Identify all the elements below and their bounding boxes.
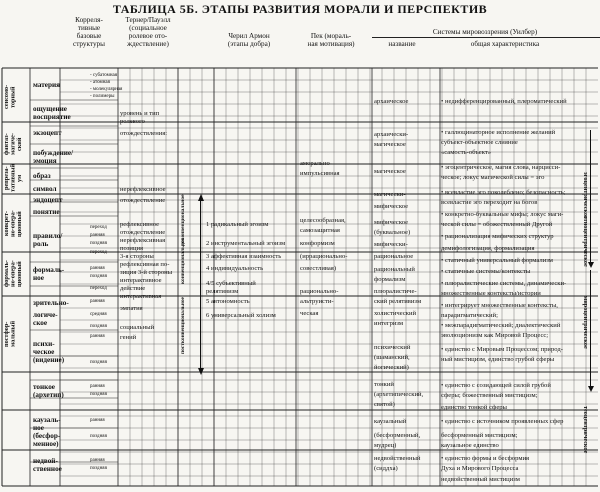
terner-3: нерефлексивное [120,186,166,193]
armon-level-1: конвенциональное [180,237,186,284]
peck-motivation-8: альтруисти- [300,298,334,305]
structure-11: роль [33,240,49,248]
centrism-label-2: мироцентрическое [582,296,589,349]
worldview-name-0: архаическое [374,98,409,105]
worldview-name-7: (буквальное) [374,229,411,236]
right-arrow-head-2 [588,386,594,392]
structure-12: формаль- [33,266,65,274]
worldview-name-6: мифическое [374,219,409,226]
worldview-name-25: недвойственный [374,455,421,462]
header-peck: Пек (мораль- ная мотивация) [307,32,355,48]
substage-15: поздняя [90,360,107,365]
structure-26: недвой- [33,457,58,465]
terner-2: отождествления: [120,130,168,137]
page-title: ТАБЛИЦА 5Б. ЭТАПЫ РАЗВИТИЯ МОРАЛИ И ПЕРСПЕКТИВ [112,2,488,16]
substage-16: ранняя [90,384,105,389]
substage-2: - молекулярная [90,87,123,92]
structure-27: ственное [33,465,62,473]
structure-16: ское [33,319,48,327]
terner-10: рефлексивная по- [120,261,170,268]
peck-motivation-1: импульсивная [300,170,340,177]
worldview-characteristic-3: «самость-объект» [441,149,491,156]
structure-7: символ [33,185,57,193]
armon-arrow-line [200,200,201,370]
worldview-name-3: магическое [374,168,406,175]
stage-group-2: репреза- тативный ум [3,164,24,192]
substage-20: ранняя [90,458,105,463]
substage-7: переход [90,250,107,255]
substage-13: поздняя [90,324,107,329]
worldview-characteristic-8: • конкретно-буквальные мифы; локус маги- [441,211,564,218]
right-arrow-line-2 [590,270,591,390]
worldview-characteristic-9: ческой силы = обожествленный Другой [441,221,553,228]
centrism-label-1: этноцентрическое [582,215,589,267]
substage-11: ранняя [90,299,105,304]
worldview-characteristic-29: Духа и Мирового Процесса [441,465,519,472]
terner-16: социальный [120,324,155,331]
worldview-name-23: (бесформенный, [374,432,421,439]
centrism-label-0: эгоцентрическое [582,171,589,219]
substage-17: поздняя [90,392,107,397]
worldview-characteristic-17: парадигматический; [441,312,498,319]
worldview-name-19: тонкий [374,381,394,388]
structure-13: ное [33,274,44,282]
substage-1: - атомная [90,80,110,85]
peck-motivation-9: ческая [300,310,319,317]
structure-10: правило/ [33,232,63,240]
worldview-characteristic-5: ческое; локус магической силы = эго [441,174,545,181]
worldview-name-9: рациональное [374,253,414,260]
worldview-characteristic-28: • единство формы и бесформия [441,455,530,462]
armon-level-2: постконвенциональное [180,297,186,355]
worldview-name-14: холистический [374,310,417,317]
header-terner: Тернер/Пауэлл (социальное ролевое ото- ждествление) [125,16,171,48]
terner-5: рефлексивное [120,221,160,228]
terner-7: нерефлексивная [120,237,166,244]
worldview-name-26: (сиддха) [374,465,398,472]
worldview-characteristic-18: • межпарадигматический; диалектический [441,322,561,329]
worldview-name-20: (архетипический, [374,391,424,398]
worldview-characteristic-15: множественные контексты/истории [441,290,541,297]
armon-stage-7: 6 универсальный холизм [206,312,276,319]
peck-motivation-0: аморально- [300,160,332,167]
substage-0: - субатомная [90,73,118,78]
terner-4: отождествление [120,197,166,204]
substage-3: - полимеры [90,94,115,99]
structure-14: зрительно- [33,299,69,307]
worldview-characteristic-4: • эгоцентрическое, магия слова, нарцисси- [441,164,561,171]
worldview-characteristic-19: эволюционизм как Мировой Процесс; [441,332,549,339]
armon-stage-3: 4 индивидуальность [206,265,264,272]
armon-stage-2: 3 аффективная взаимность [206,253,282,260]
structure-21: (архетип) [33,391,64,399]
right-arrow-line-1 [590,130,591,265]
structure-15: логиче- [33,311,58,319]
substage-6: поздняя [90,241,107,246]
substage-19: поздняя [90,434,107,439]
worldview-characteristic-30: недвойственный мистицизм [441,476,520,483]
terner-11: зиция 3-й стороны [120,269,173,276]
worldview-name-17: (шаманский, [374,354,410,361]
worldview-name-15: интегризм [374,320,404,327]
structure-5: эмоция [33,157,57,165]
worldview-name-22: каузальный [374,418,407,425]
terner-17: гений [120,334,137,341]
systems-divider [372,37,600,38]
substage-14: ранняя [90,334,105,339]
armon-level-0: доконвенциональное [180,194,186,246]
structure-1: ощущение [33,105,67,113]
worldview-characteristic-21: ный мистицизм, единство грубой сферы [441,356,555,363]
worldview-characteristic-27: каузальное единство [441,442,499,449]
worldview-name-24: мудрец) [374,442,397,449]
worldview-characteristic-0: • недифференцированный, плеромaтический [441,98,567,105]
worldview-characteristic-20: • единство с Мировым Процессом; природ- [441,346,563,353]
terner-1: ролевого [120,118,145,125]
right-arrow-head-1 [588,262,594,268]
structure-17: психи- [33,340,55,348]
structure-25: менное) [33,440,59,448]
worldview-characteristic-14: • плюралистические системы, динамически- [441,280,567,287]
worldview-characteristic-6: • всевластие эго поколеблено; безопасность; [441,189,566,196]
worldview-name-5: мифическое [374,203,409,210]
terner-8: позиция [120,245,144,252]
structure-8: эндоцепт [33,196,63,204]
substage-18: ранняя [90,418,105,423]
substage-9: поздняя [90,274,107,279]
terner-15: эмпатия [120,305,143,312]
worldview-name-10: рациональный [374,266,415,273]
worldview-characteristic-22: • единство с созидающей силой грубой [441,382,551,389]
substage-5: ранняя [90,233,105,238]
substage-12: средняя [90,312,107,317]
worldview-characteristic-11: демифологизация, формализация [441,245,535,252]
structure-9: понятие [33,208,60,216]
terner-9: 3-я стороны [120,253,154,260]
header-structures: Корреля- тивные базовые структуры [73,16,105,48]
worldview-characteristic-26: бесформенный мистицизм; [441,432,518,439]
peck-motivation-3: самозащитная [300,227,340,234]
terner-14: интерактивная [120,293,162,300]
structure-18: ческое [33,348,55,356]
stage-group-3: конкрет- но-опера- ционный [3,210,24,238]
structure-4: побуждение/ [33,149,74,157]
worldview-characteristic-10: • рационализация мифических структур [441,233,554,240]
armon-stage-6: 5 автономность [206,298,250,305]
worldview-name-13: ский релятивизм [374,298,422,305]
header-general: общая характеристика [470,40,540,48]
armon-arrow-head-down [198,368,204,375]
substage-21: поздняя [90,466,107,471]
terner-6: отождествление [120,229,166,236]
stage-group-5: постфор- мальный [3,320,17,348]
peck-motivation-2: целесообразная, [300,217,346,224]
structure-19: (видение) [33,356,65,364]
peck-motivation-5: (иррационально- [300,253,348,260]
armon-stage-1: 2 инструментальный эгоизм [206,240,286,247]
header-armon: Черил Армон (этапы добра) [227,32,271,48]
worldview-characteristic-7: всевластие эго переходит на богов [441,199,538,206]
armon-arrow-head-up [198,194,204,201]
structure-20: тонкое [33,383,56,391]
stage-group-4: формаль- но-опера- ционный [3,260,24,288]
structure-23: ное [33,424,44,432]
structure-24: (бесфор- [33,432,61,440]
peck-motivation-4: конформизм [300,240,335,247]
substage-10: переход [90,286,107,291]
peck-motivation-6: совестливая) [300,265,337,272]
worldview-characteristic-16: • интегрирует множественные контексты, [441,302,558,309]
terner-0: уровень и тип [120,110,160,117]
peck-motivation-7: рационально- [300,288,339,295]
header-name: название [388,40,416,48]
worldview-name-16: психический [374,344,411,351]
header-systems: Системы мировоззрения (Уилбер) [432,28,538,36]
worldview-characteristic-25: • единство с источником проявленных сфер [441,418,564,425]
terner-12: интерактивное [120,277,162,284]
worldview-name-1: архаически- [374,131,409,138]
structure-6: образ [33,172,51,180]
worldview-name-21: святой) [374,401,395,408]
armon-stage-5: релятивизм [206,288,239,295]
worldview-characteristic-23: сферы; божественный мистицизм; [441,392,538,399]
stage-group-1: фантаз- магиче- ский [3,133,24,155]
structure-0: материя [33,81,61,89]
substage-8: ранняя [90,266,105,271]
worldview-name-4: магически- [374,191,406,198]
worldview-name-2: магическое [374,141,406,148]
worldview-name-11: формализм [374,276,406,283]
centrism-label-3: теоцентрическое [582,406,589,454]
worldview-characteristic-24: единство тонкой сферы [441,404,507,411]
worldview-characteristic-13: • статичные системы/контексты [441,268,531,275]
worldview-characteristic-12: • статичный универсальный формализм [441,257,553,264]
terner-13: действие [120,285,146,292]
structure-3: экзоцепт [33,129,62,137]
structure-22: каузаль- [33,416,61,424]
worldview-name-12: плюралистиче- [374,288,417,295]
worldview-name-18: йогический) [374,364,409,371]
worldview-characteristic-1: • галлюцинаторное исполнение желаний [441,129,556,136]
substage-4: переход [90,225,107,230]
armon-stage-0: 1 радикальный эгоизм [206,221,269,228]
armon-stage-4: 4/5 субъективный [206,280,256,287]
structure-2: восприятие [33,113,71,121]
stage-group-0: сенсомо- торный [3,84,17,110]
worldview-characteristic-2: субъект-объектное слияние [441,139,518,146]
worldview-name-8: мифически- [374,241,408,248]
